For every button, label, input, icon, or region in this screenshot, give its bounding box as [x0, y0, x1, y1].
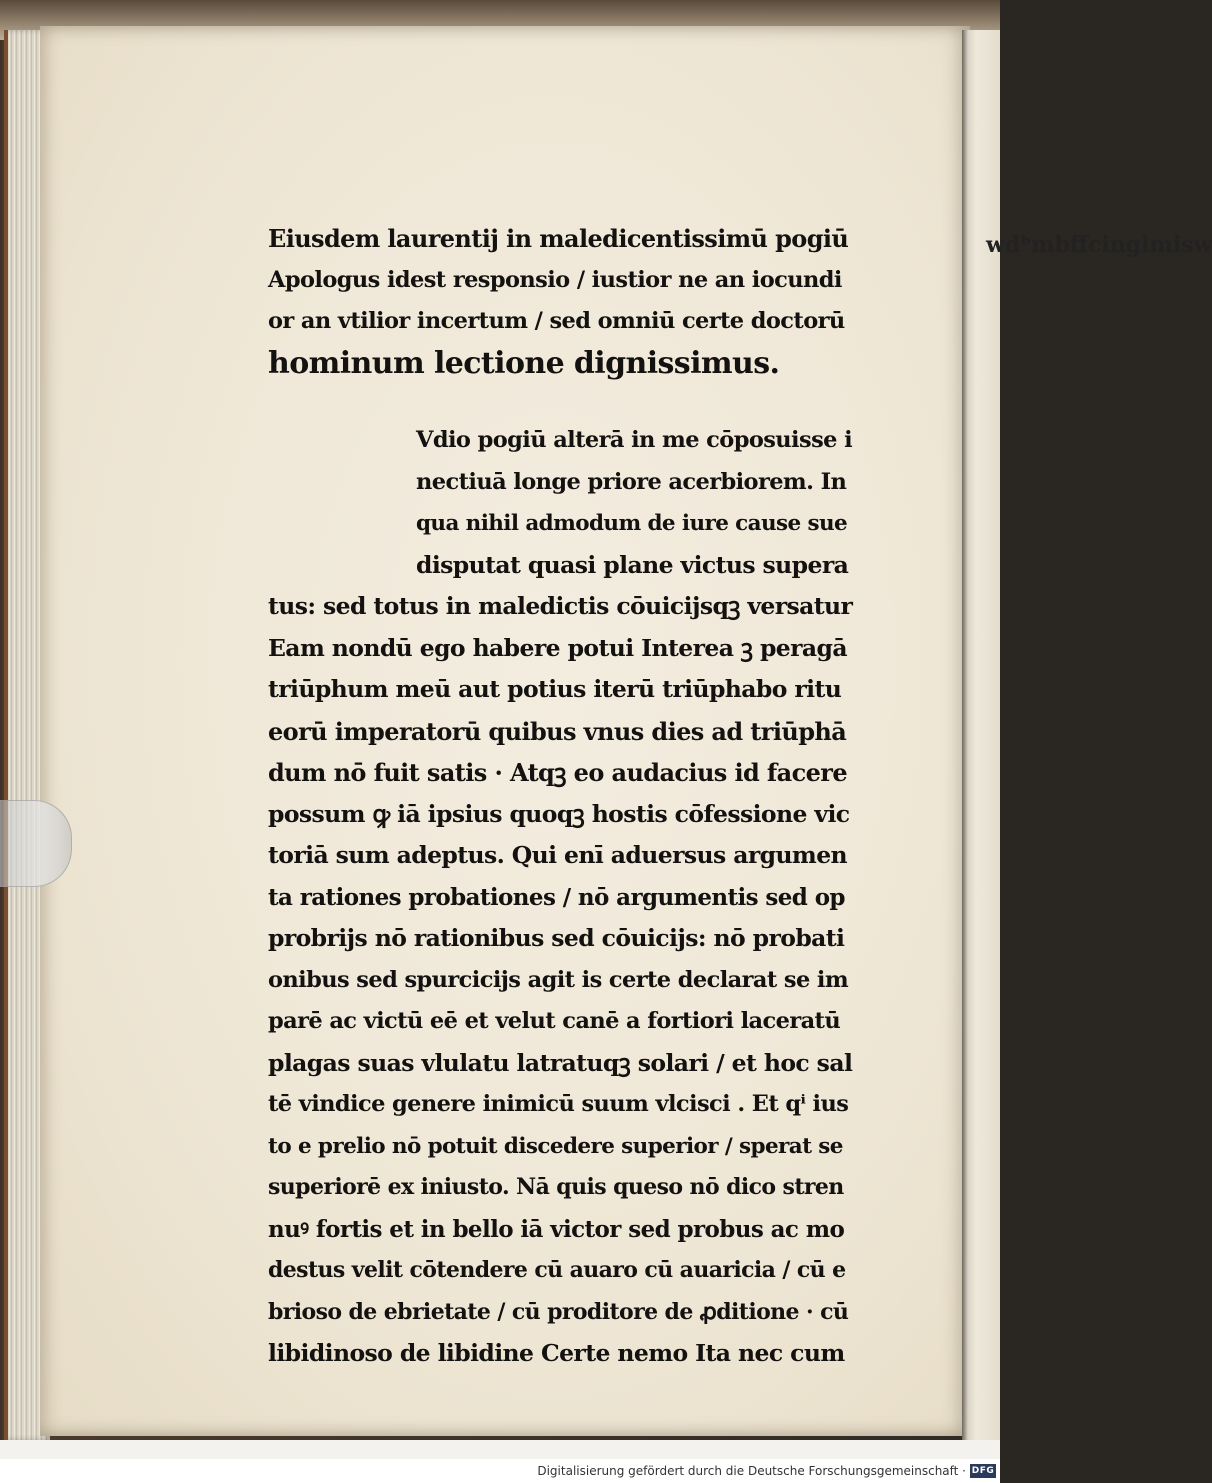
heading [268, 218, 853, 384]
text-line: to e prelio nō potuit discedere superior / sperat se [268, 1133, 843, 1159]
text-block [268, 218, 853, 1375]
next-page-fragment: wdᵇmbffcinglmisw [986, 232, 1212, 258]
text-line: Eam nondū ego habere potui Interea ꝫ peragā [268, 633, 847, 662]
paragraph-body [268, 586, 853, 1375]
dfg-logo-icon: DFG [971, 1466, 995, 1476]
heading-line: Apologus idest responsio / iustior ne an iocundi [268, 266, 842, 293]
heading-line: hominum lectione dignissimus. [268, 345, 780, 381]
text-line: ta rationes probationes / nō argumentis sed op [268, 883, 845, 911]
text-line: eorū imperatorū quibus vnus dies ad triūphā [268, 716, 847, 746]
text-line: nuꝰ fortis et in bello iā victor sed probus ac mo [268, 1215, 845, 1243]
heading-line: or an vtilior incertum / sed omniū certe doctorū [268, 308, 845, 334]
footer-credit: Digitalisierung gefördert durch die Deutsche Forschungsgemeinschaft · [537, 1464, 966, 1478]
text-line: superiorē ex iniusto. Nā quis queso nō dico stren [268, 1174, 844, 1200]
text-line: toriā sum adeptus. Qui enī aduersus argumen [268, 841, 848, 869]
text-line: dum nō fuit satis · Atqꝫ eo audacius id facere [268, 758, 847, 787]
text-line: tus: sed totus in maledictis cōuicijsqꝫ versatur [268, 592, 853, 620]
text-line: onibus sed spurcicijs agit is certe declarat se im [268, 966, 849, 993]
heading-line: Eiusdem laurentij in maledicentissimū pogiū [268, 224, 849, 253]
text-line: destus velit cōtendere cū auaro cū auaricia / cū e [268, 1257, 846, 1283]
bookmark-clip [0, 800, 72, 887]
footer [0, 1459, 1000, 1483]
text-line: disputat quasi plane victus supera [416, 550, 849, 579]
text-line: triūphum meū aut potius iterū triūphabo ritu [268, 675, 842, 703]
text-line: possum ꝙ iā ipsius quoqꝫ hostis cōfessione vic [268, 799, 850, 828]
text-line: qua nihil admodum de iure cause sue [416, 511, 848, 536]
text-line: tē vindice genere inimicū suum vlcisci . Et qⁱ ius [268, 1091, 849, 1117]
text-line: brioso de ebrietate / cū proditore de ꝓditione · cū [268, 1298, 849, 1325]
text-line: probrijs nō rationibus sed cōuicijs: nō probati [268, 924, 845, 952]
text-line: nectiuā longe priore acerbiorem. In [416, 468, 847, 495]
text-line: parē ac victū eē et velut canē a fortiori laceratū [268, 1008, 841, 1034]
paragraph-opening [268, 420, 853, 586]
text-line: Vdio pogiū alterā in me cōposuisse i [416, 427, 853, 453]
text-line: plagas suas vlulatu latratuqꝫ solari / et hoc sal [268, 1048, 853, 1077]
text-line: libidinoso de libidine Certe nemo Ita nec cum [268, 1339, 845, 1367]
